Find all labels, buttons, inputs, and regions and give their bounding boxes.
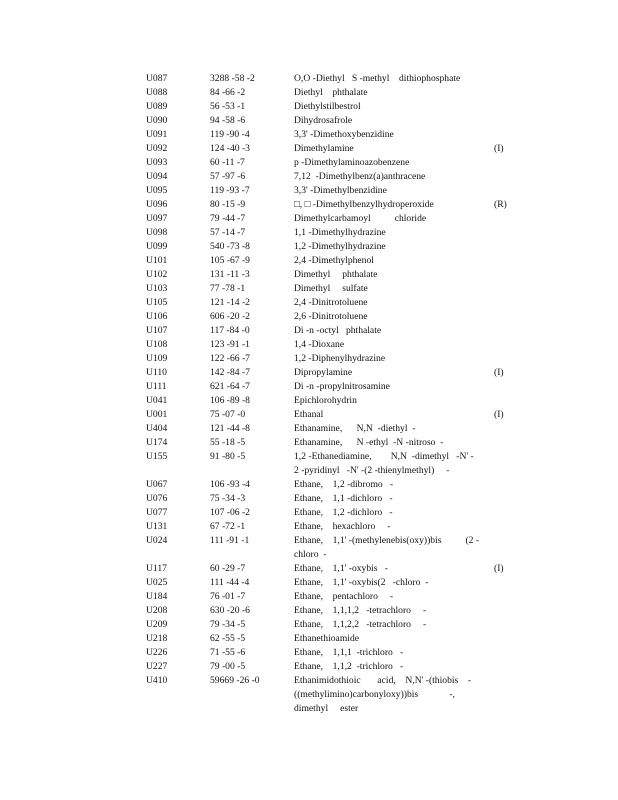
cas-number: 124 -40 -3 (210, 143, 250, 154)
waste-code: U095 (146, 185, 168, 196)
waste-code: U089 (146, 101, 168, 112)
table-row (146, 142, 506, 156)
table-row (146, 184, 506, 198)
chemical-name-line: 1,2 -Ethanediamine, N,N -dimethyl -N' - (294, 451, 474, 462)
chemical-name-line: 7,12 -Dimethylbenz(a)anthracene (294, 171, 426, 182)
hazardous-waste-table (146, 72, 506, 716)
chemical-name-line: Dimethylcarbamoyl chloride (294, 213, 427, 224)
cas-number: 57 -97 -6 (210, 171, 246, 182)
table-row (146, 436, 506, 450)
chemical-name-line: 2,4 -Dimethylphenol (294, 255, 374, 266)
cas-number: 117 -84 -0 (210, 325, 250, 336)
chemical-name-line: Ethane, 1,1,2,2 -tetrachloro - (294, 619, 427, 630)
chemical-name-line: Ethane, 1,2 -dichloro - (294, 507, 393, 518)
chemical-name-line: 2,6 -Dinitrotoluene (294, 311, 368, 322)
table-row (146, 618, 506, 632)
waste-code: U088 (146, 87, 168, 98)
waste-code: U102 (146, 269, 168, 280)
table-row (146, 128, 506, 142)
chemical-name (294, 170, 482, 184)
cas-number: 111 -91 -1 (210, 535, 250, 546)
cas-number: 76 -01 -7 (210, 591, 246, 602)
waste-code: U099 (146, 241, 168, 252)
chemical-name (294, 282, 482, 296)
chemical-name (294, 520, 482, 534)
chemical-name (294, 576, 482, 590)
waste-code: U105 (146, 297, 168, 308)
chemical-name-line: 1,1 -Dimethylhydrazine (294, 227, 386, 238)
waste-code: U041 (146, 395, 168, 406)
chemical-name-line: 1,4 -Dioxane (294, 339, 345, 350)
chemical-name-line: Ethane, 1,1 -dichloro - (294, 493, 393, 504)
cas-number: 80 -15 -9 (210, 199, 246, 210)
cas-number: 77 -78 -1 (210, 283, 246, 294)
chemical-name (294, 114, 482, 128)
cas-number: 91 -80 -5 (210, 451, 246, 462)
chemical-name-line: 2 -pyridinyl -N' -(2 -thienylmethyl) - (294, 465, 450, 476)
chemical-name-line: Dihydrosafrole (294, 115, 353, 126)
chemical-name (294, 72, 482, 86)
waste-code: U024 (146, 535, 168, 546)
chemical-name (294, 212, 482, 226)
chemical-name-line: Epichlorohydrin (294, 395, 357, 406)
chemical-name-line: Ethane, 1,1' -oxybis(2 -chloro - (294, 577, 429, 588)
waste-code: U108 (146, 339, 168, 350)
waste-code: U209 (146, 619, 168, 630)
table-row (146, 338, 506, 352)
waste-code: U025 (146, 577, 168, 588)
chemical-name-line: Di -n -propylnitrosamine (294, 381, 390, 392)
hazard-code: (I) (494, 563, 504, 574)
chemical-name-line: Diethylstilbestrol (294, 101, 361, 112)
waste-code: U001 (146, 409, 168, 420)
waste-code: U097 (146, 213, 168, 224)
waste-code: U184 (146, 591, 168, 602)
cas-number: 540 -73 -8 (210, 241, 250, 252)
table-row (146, 632, 506, 646)
waste-code: U092 (146, 143, 168, 154)
chemical-name (294, 310, 482, 324)
chemical-name-line: 2,4 -Dinitrotoluene (294, 297, 368, 308)
chemical-name-line: chloro - (294, 549, 327, 560)
waste-code: U087 (146, 73, 168, 84)
chemical-name (294, 226, 482, 240)
cas-number: 119 -93 -7 (210, 185, 250, 196)
table-row (146, 408, 506, 422)
waste-code: U227 (146, 661, 168, 672)
cas-number: 94 -58 -6 (210, 115, 246, 126)
chemical-name-line: Ethane, 1,1,2 -trichloro - (294, 661, 404, 672)
table-row (146, 534, 506, 562)
cas-number: 57 -14 -7 (210, 227, 246, 238)
table-row (146, 310, 506, 324)
table-row (146, 660, 506, 674)
cas-number: 107 -06 -2 (210, 507, 250, 518)
cas-number: 59669 -26 -0 (210, 675, 260, 686)
table-row (146, 324, 506, 338)
chemical-name (294, 366, 482, 380)
cas-number: 79 -44 -7 (210, 213, 246, 224)
cas-number: 106 -93 -4 (210, 479, 250, 490)
waste-code: U091 (146, 129, 168, 140)
chemical-name (294, 604, 482, 618)
table-row (146, 268, 506, 282)
chemical-name (294, 646, 482, 660)
waste-code: U103 (146, 283, 168, 294)
chemical-name (294, 240, 482, 254)
cas-number: 123 -91 -1 (210, 339, 250, 350)
chemical-name-line: Di -n -octyl phthalate (294, 325, 382, 336)
waste-code: U109 (146, 353, 168, 364)
chemical-name-line: Dimethylamine (294, 143, 354, 154)
table-row (146, 282, 506, 296)
waste-code: U208 (146, 605, 168, 616)
cas-number: 131 -11 -3 (210, 269, 250, 280)
chemical-name (294, 408, 482, 422)
cas-number: 56 -53 -1 (210, 101, 246, 112)
waste-code: U107 (146, 325, 168, 336)
chemical-name (294, 478, 482, 492)
waste-code: U111 (146, 381, 167, 392)
cas-number: 3288 -58 -2 (210, 73, 255, 84)
chemical-name-line: 3,3' -Dimethoxybenzidine (294, 129, 394, 140)
cas-number: 67 -72 -1 (210, 521, 246, 532)
waste-code: U226 (146, 647, 168, 658)
chemical-name (294, 436, 482, 450)
chemical-name (294, 422, 482, 436)
table-row (146, 226, 506, 240)
chemical-name (294, 506, 482, 520)
cas-number: 106 -89 -8 (210, 395, 250, 406)
chemical-name (294, 254, 482, 268)
chemical-name (294, 296, 482, 310)
chemical-name (294, 450, 482, 478)
table-row (146, 394, 506, 408)
chemical-name-line: □, □ -Dimethylbenzylhydroperoxide (294, 199, 434, 210)
chemical-name-line: O,O -Diethyl S -methyl dithiophosphate (294, 73, 461, 84)
waste-code: U090 (146, 115, 168, 126)
table-row (146, 72, 506, 86)
cas-number: 111 -44 -4 (210, 577, 250, 588)
waste-code: U110 (146, 367, 167, 378)
table-row (146, 478, 506, 492)
waste-code: U077 (146, 507, 168, 518)
chemical-name-line: Ethane, 1,1,1 -trichloro - (294, 647, 404, 658)
table-row (146, 590, 506, 604)
table-row (146, 604, 506, 618)
table-row (146, 352, 506, 366)
cas-number: 79 -00 -5 (210, 661, 246, 672)
cas-number: 75 -07 -0 (210, 409, 246, 420)
chemical-name (294, 324, 482, 338)
chemical-name (294, 632, 482, 646)
chemical-name (294, 268, 482, 282)
chemical-name (294, 590, 482, 604)
hazard-code: (I) (494, 143, 504, 154)
waste-code: U106 (146, 311, 168, 322)
chemical-name (294, 534, 482, 562)
cas-number: 62 -55 -5 (210, 633, 246, 644)
chemical-name (294, 674, 482, 716)
cas-number: 630 -20 -6 (210, 605, 250, 616)
chemical-name-line: Ethanamine, N,N -diethyl - (294, 423, 416, 434)
chemical-name-line: Dimethyl sulfate (294, 283, 368, 294)
table-row (146, 492, 506, 506)
table-row (146, 198, 506, 212)
table-row (146, 240, 506, 254)
chemical-name (294, 394, 482, 408)
table-row (146, 562, 506, 576)
chemical-name (294, 100, 482, 114)
waste-code: U093 (146, 157, 168, 168)
waste-code: U218 (146, 633, 168, 644)
chemical-name (294, 618, 482, 632)
cas-number: 121 -44 -8 (210, 423, 250, 434)
cas-number: 119 -90 -4 (210, 129, 250, 140)
chemical-name-line: Ethane, 1,1,1,2 -tetrachloro - (294, 605, 427, 616)
hazard-code: (I) (494, 367, 504, 378)
chemical-name (294, 128, 482, 142)
waste-code: U410 (146, 675, 168, 686)
chemical-name-line: Ethanimidothioic acid, N,N' -(thiobis - (294, 675, 472, 686)
waste-code: U096 (146, 199, 168, 210)
cas-number: 60 -11 -7 (210, 157, 245, 168)
chemical-name (294, 198, 482, 212)
table-row (146, 254, 506, 268)
waste-code: U404 (146, 423, 168, 434)
table-row (146, 100, 506, 114)
table-row (146, 366, 506, 380)
waste-code: U076 (146, 493, 168, 504)
waste-code: U131 (146, 521, 168, 532)
cas-number: 105 -67 -9 (210, 255, 250, 266)
cas-number: 121 -14 -2 (210, 297, 250, 308)
waste-code: U117 (146, 563, 167, 574)
hazard-code: (I) (494, 409, 504, 420)
chemical-name (294, 156, 482, 170)
chemical-name-line: Dimethyl phthalate (294, 269, 378, 280)
chemical-name-line: p -Dimethylaminoazobenzene (294, 157, 410, 168)
waste-code: U101 (146, 255, 168, 266)
chemical-name-line: Ethane, pentachloro - (294, 591, 394, 602)
cas-number: 79 -34 -5 (210, 619, 246, 630)
chemical-name-line: Ethane, 1,2 -dibromo - (294, 479, 394, 490)
chemical-name (294, 660, 482, 674)
chemical-name (294, 338, 482, 352)
table-row (146, 170, 506, 184)
chemical-name-line: Ethane, hexachloro - (294, 521, 391, 532)
chemical-name-line: Dipropylamine (294, 367, 353, 378)
chemical-name-line: Ethane, 1,1' -oxybis - (294, 563, 388, 574)
table-row (146, 296, 506, 310)
chemical-name-line: Ethanamine, N -ethyl -N -nitroso - (294, 437, 444, 448)
waste-code: U155 (146, 451, 168, 462)
chemical-name (294, 380, 482, 394)
chemical-name-line: 3,3' -Dimethylbenzidine (294, 185, 387, 196)
table-row (146, 212, 506, 226)
chemical-name-line: ((methylimino)carbonyloxy))bis -, (294, 689, 455, 700)
waste-code: U094 (146, 171, 168, 182)
cas-number: 606 -20 -2 (210, 311, 250, 322)
chemical-name-line: Diethyl phthalate (294, 87, 368, 98)
chemical-name-line: Ethane, 1,1' -(methylenebis(oxy))bis (2 - (294, 535, 480, 546)
table-row (146, 114, 506, 128)
table-row (146, 506, 506, 520)
chemical-name (294, 142, 482, 156)
cas-number: 122 -66 -7 (210, 353, 250, 364)
cas-number: 84 -66 -2 (210, 87, 246, 98)
waste-code: U067 (146, 479, 168, 490)
cas-number: 142 -84 -7 (210, 367, 250, 378)
table-row (146, 422, 506, 436)
cas-number: 75 -34 -3 (210, 493, 246, 504)
waste-code: U174 (146, 437, 168, 448)
table-row (146, 576, 506, 590)
cas-number: 55 -18 -5 (210, 437, 246, 448)
waste-code: U098 (146, 227, 168, 238)
chemical-name-line: Ethanethioamide (294, 633, 360, 644)
table-row (146, 380, 506, 394)
cas-number: 60 -29 -7 (210, 563, 246, 574)
chemical-name (294, 562, 482, 576)
hazard-code: (R) (494, 199, 507, 210)
table-row (146, 674, 506, 716)
cas-number: 71 -55 -6 (210, 647, 246, 658)
chemical-name (294, 352, 482, 366)
cas-number: 621 -64 -7 (210, 381, 250, 392)
chemical-name (294, 492, 482, 506)
chemical-name-line: 1,2 -Diphenylhydrazine (294, 353, 386, 364)
chemical-name-line: dimethyl ester (294, 703, 359, 714)
chemical-name (294, 184, 482, 198)
table-row (146, 520, 506, 534)
table-row (146, 646, 506, 660)
chemical-name-line: 1,2 -Dimethylhydrazine (294, 241, 386, 252)
table-row (146, 450, 506, 478)
chemical-name-line: Ethanal (294, 409, 324, 420)
table-row (146, 86, 506, 100)
table-row (146, 156, 506, 170)
chemical-name (294, 86, 482, 100)
